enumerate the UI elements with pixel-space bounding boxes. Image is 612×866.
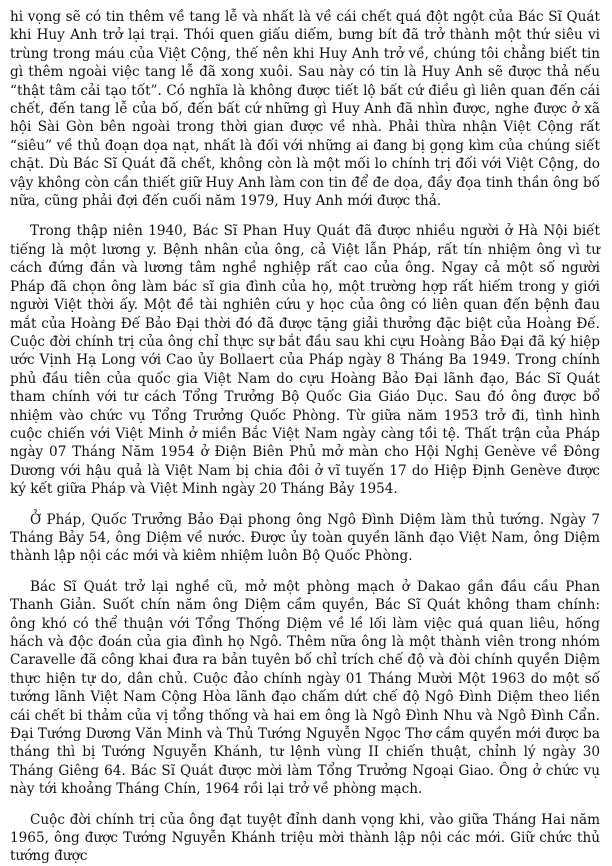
paragraph-4: Bác Sĩ Quát trở lại nghề cũ, mở một phòng mạch ở Dakao gần đầu cầu Phan Thanh Giản. Suốt chín năm ông Diệm cầm quyền, Bác Sĩ Quát không tham chính: ông khó có thể thuận với Tổng Thống Diệm về lề lối làm việc quá quan liêu, hống hách và độc đoán của gia đình họ Ngô. Thêm nữa ông là một thành viên trong nhóm Caravelle đã công khai đưa ra bản tuyên bố chỉ trích chế độ và đòi chính quyền Diệm thực hiện tự do, dân chủ. Cuộc đảo chính ngày 01 Tháng Mười Một 1963 do một số tướng lãnh Việt Nam Cộng Hòa lãnh đạo chấm dứt chế độ Ngô Đình Diệm theo liền cái chết bi thảm của vị tổng thống và hai em ông là Ngô Đình Nhu và Ngô Đình Cẩn. Đại Tướng Dương Văn Minh và Thủ Tướng Nguyễn Ngọc Thơ cầm quyền mới được ba tháng thì bị Tướng Nguyễn Khánh, tư lệnh vùng II chiến thuật, chỉnh lý ngày 30 Tháng Giêng 64. Bác Sĩ Quát được mời làm Tổng Trưởng Ngoại Giao. Ông ở chức vụ này tới khoảng Tháng Chín, 1964 rồi lại trở về phòng mạch. — [10, 578, 600, 798]
paragraph-1: hi vọng sẽ có tin thêm về tang lễ và nhất là về cái chết quá đột ngột của Bác Sĩ Quát khi Huy Anh trở lại trại. Thói quen giấu diếm, bưng bít đã trở thành một thứ siêu vi trùng trong máu của Việt Cộng, thế nên khi Huy Anh trở về, chúng tôi chẳng biết tin gì thêm ngoài việc tang lễ đã xong xuôi. Sau này có tin là Huy Anh sẽ được thả nếu “thật tâm cải tạo tốt”. Có nghĩa là không được tiết lộ bất cứ điều gì liên quan đến cái chết, đến tang lễ của bố, đến bất cứ những gì Huy Anh đã nhìn được, nghe được ở xã hội Sài Gòn bên ngoài trong thời gian được về nhà. Phải thừa nhận Việt Cộng rất “siêu” về thủ đoạn dọa nạt, nhất là đối với những ai đang bị gọng kìm của chúng siết chặt. Dù Bác Sĩ Quát đã chết, không còn là một mối lo chính trị đối với Việt Cộng, do vậy không còn cần thiết giữ Huy Anh làm con tin để đe dọa, đầy đọa tinh thần ông bố nữa, cũng phải đợi đến cuối năm 1979, Huy Anh mới được thả. — [10, 9, 600, 210]
paragraph-2: Trong thập niên 1940, Bác Sĩ Phan Huy Quát đã được nhiều người ở Hà Nội biết tiếng là một lương y. Bệnh nhân của ông, cả Việt lẫn Pháp, rất tín nhiệm ông vì tư cách đứng đắn và lương tâm nghề nghiệp rất cao của ông. Ngay cả một số người Pháp đã chọn ông làm bác sĩ gia đình của họ, một trường hợp rất hiếm trong y giới người Việt thời ấy. Một đề tài nghiên cứu y học của ông có liên quan đến bệnh đau mắt của Hoàng Đế Bảo Đại thời đó đã được tặng giải thưởng đặc biệt của Hoàng Đế. Cuộc đời chính trị của ông chỉ thực sự bắt đầu sau khi cựu Hoàng Bảo Đại đã ký hiệp ước Vịnh Hạ Long với Cao ủy Bollaert của Pháp ngày 8 Tháng Ba 1949. Trong chính phủ đầu tiên của quốc gia Việt Nam do cựu Hoàng Bảo Đại lãnh đạo, Bác Sĩ Quát tham chính với tư cách Tổng Trưởng Bộ Quốc Gia Giáo Dục. Sau đó ông được bổ nhiệm vào chức vụ Tổng Trưởng Quốc Phòng. Từ giữa năm 1953 trở đi, tình hình cuộc chiến với Việt Minh ở miền Bắc Việt Nam ngày càng tồi tệ. Thất trận của Pháp ngày 07 Tháng Năm 1954 ở Điện Biên Phủ mở màn cho Hội Nghị Genève về Đông Dương với hậu quả là Việt Nam bị chia đôi ở vĩ tuyến 17 do Hiệp Định Genève được ký kết giữa Pháp và Việt Minh ngày 20 Tháng Bảy 1954. — [10, 223, 600, 498]
paragraph-5: Cuộc đời chính trị của ông đạt tuyệt đỉnh danh vọng khi, vào giữa Tháng Hai năm 1965, ông được Tướng Nguyễn Khánh triệu mời thành lập nội các mới. Giữ chức thủ tướng được — [10, 811, 600, 865]
paragraph-3: Ở Pháp, Quốc Trưởng Bảo Đại phong ông Ngô Đình Diệm làm thủ tướng. Ngày 7 Tháng Bảy 54, ông Diệm về nước. Được ủy toàn quyền lãnh đạo Việt Nam, ông Diệm thành lập nội các mới và kiêm nhiệm luôn Bộ Quốc Phòng. — [10, 511, 600, 565]
